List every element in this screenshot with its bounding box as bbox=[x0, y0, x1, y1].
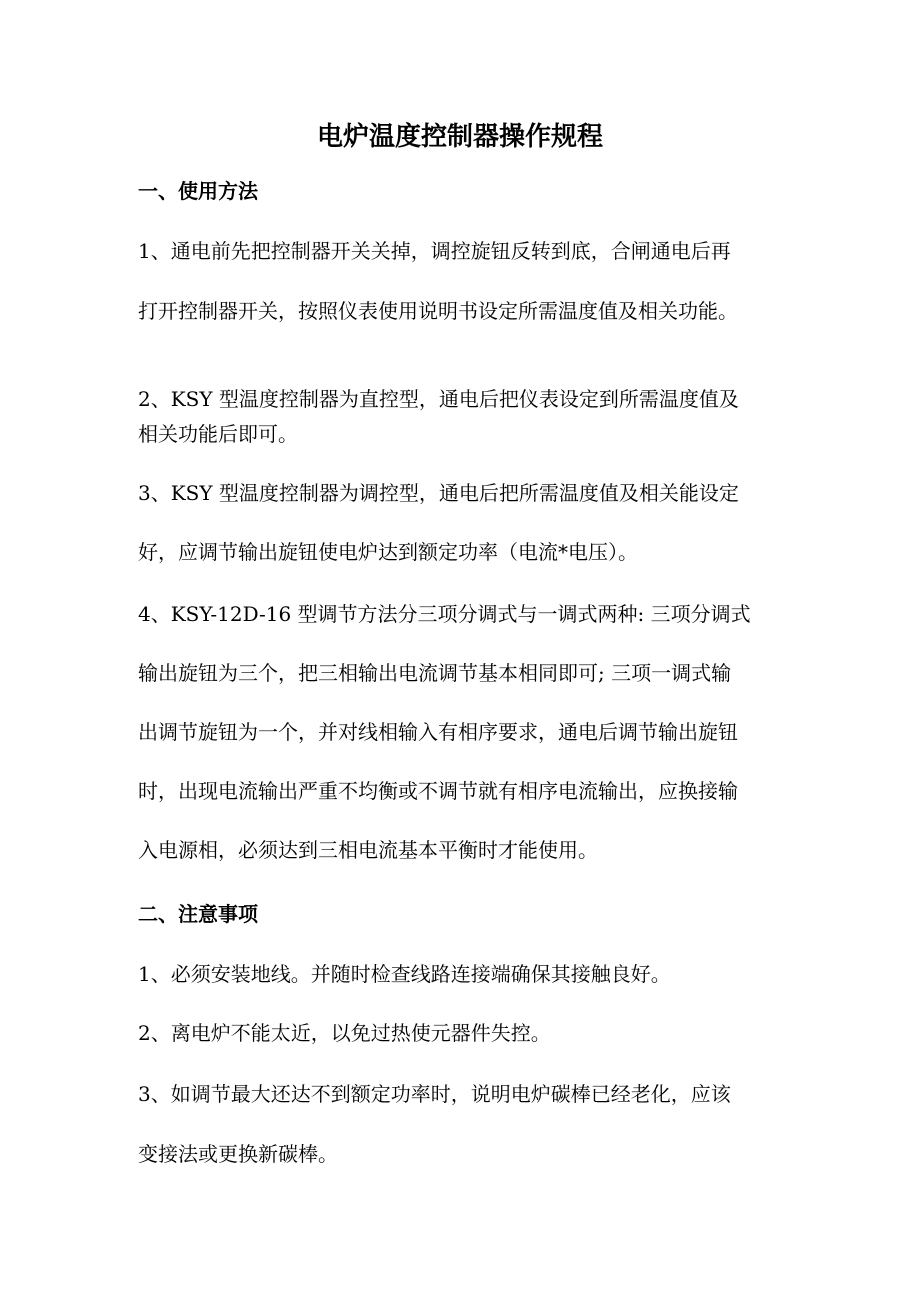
paragraph-line: 2、KSY 型温度控制器为直控型，通电后把仪表设定到所需温度值及 bbox=[138, 387, 739, 411]
paragraph-line: 打开控制器开关，按照仪表使用说明书设定所需温度值及相关功能。 bbox=[138, 299, 738, 323]
section-heading-notes: 二、注意事项 bbox=[138, 902, 258, 926]
paragraph-line: 1、通电前先把控制器开关关掉，调控旋钮反转到底，合闸通电后再 bbox=[138, 239, 731, 263]
section-heading-usage: 一、使用方法 bbox=[138, 179, 258, 203]
paragraph-line: 好，应调节输出旋钮使电炉达到额定功率（电流*电压）。 bbox=[138, 540, 638, 564]
paragraph-line: 4、KSY-12D-16 型调节方法分三项分调式与一调式两种: 三项分调式 bbox=[138, 602, 751, 626]
paragraph-line: 3、如调节最大还达不到额定功率时，说明电炉碳棒已经老化，应该 bbox=[138, 1082, 731, 1106]
paragraph-line: 入电源相，必须达到三相电流基本平衡时才能使用。 bbox=[138, 838, 598, 862]
paragraph-line: 时，出现电流输出严重不均衡或不调节就有相序电流输出，应换接输 bbox=[138, 779, 738, 803]
paragraph-line: 出调节旋钮为一个，并对线相输入有相序要求，通电后调节输出旋钮 bbox=[138, 720, 738, 744]
document-title: 电炉温度控制器操作规程 bbox=[316, 122, 603, 152]
paragraph-line: 1、必须安装地线。并随时检查线路连接端确保其接触良好。 bbox=[138, 962, 671, 986]
paragraph-line: 2、离电炉不能太近，以免过热使元器件失控。 bbox=[138, 1021, 551, 1045]
paragraph-line: 3、KSY 型温度控制器为调控型，通电后把所需温度值及相关能设定 bbox=[138, 481, 739, 505]
paragraph-line: 变接法或更换新碳棒。 bbox=[138, 1142, 338, 1166]
paragraph-line: 相关功能后即可。 bbox=[138, 422, 298, 446]
paragraph-line: 输出旋钮为三个，把三相输出电流调节基本相同即可; 三项一调式输 bbox=[138, 661, 732, 685]
